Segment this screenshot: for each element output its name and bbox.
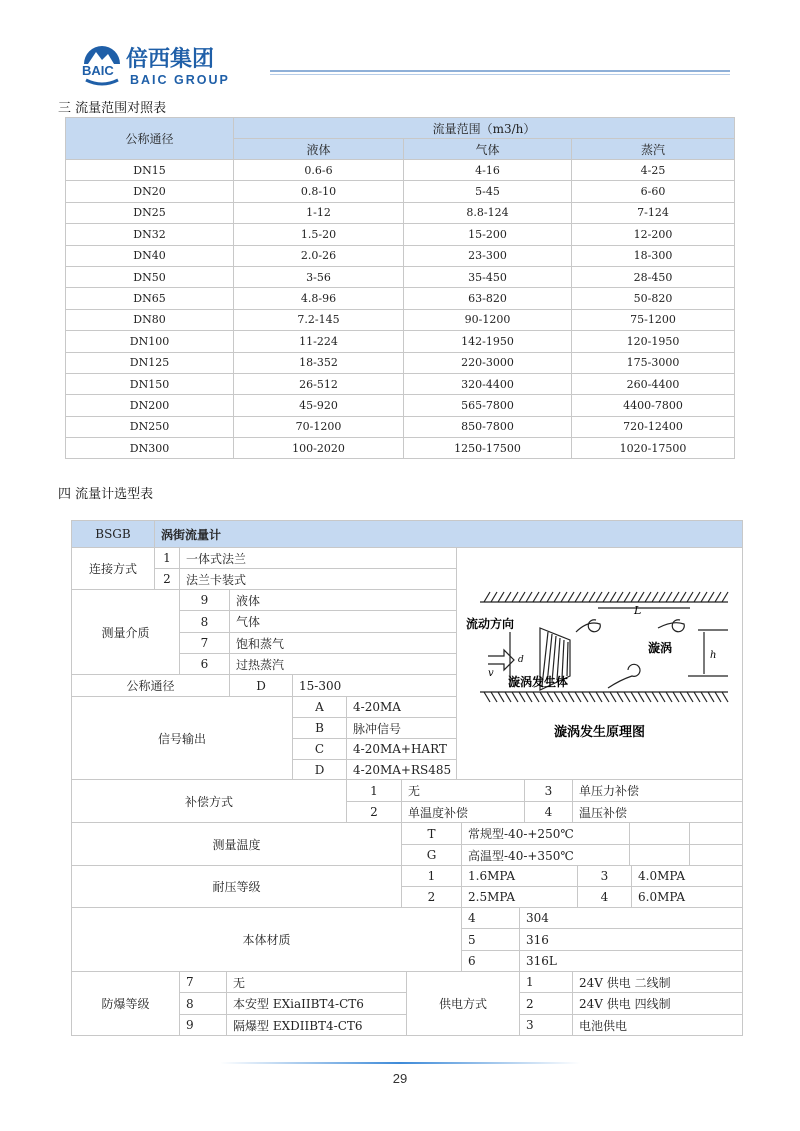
table-row: [66, 352, 735, 373]
section-title: 四 流量计选型表: [58, 487, 154, 502]
table-cell-empty: [629, 822, 690, 845]
table-cell: DN250: [66, 416, 234, 437]
table-cell: 100-2020: [234, 438, 404, 459]
table-cell: 5: [461, 928, 520, 951]
table-cell: 防爆等级: [71, 971, 180, 1036]
table-cell: 4: [461, 907, 520, 929]
table-cell: 220-3000: [404, 352, 572, 373]
table-cell: D: [229, 674, 293, 697]
table-cell: 15-300: [292, 674, 457, 697]
table-cell: 23-300: [404, 245, 572, 266]
table-cell: 50-820: [572, 288, 735, 309]
table-row: [66, 181, 735, 202]
l-label: L: [634, 604, 642, 617]
table-cell: DN100: [66, 331, 234, 352]
table-cell: 1.6MPA: [461, 865, 578, 887]
table-cell: 70-1200: [234, 416, 404, 437]
header-rule: [270, 70, 730, 72]
table-cell: 24V 供电 二线制: [572, 971, 743, 993]
table-cell: DN150: [66, 373, 234, 394]
table-cell: 28-450: [572, 266, 735, 287]
table-cell: 无: [226, 971, 407, 993]
table-row: [66, 309, 735, 330]
baic-logo: [80, 42, 240, 88]
col-steam: 蒸汽: [572, 139, 735, 160]
table-cell: T: [401, 822, 462, 845]
table-cell: 2.0-26: [234, 245, 404, 266]
table-cell: 2: [519, 992, 573, 1015]
table-cell: 45-920: [234, 395, 404, 416]
table-cell: 气体: [229, 610, 457, 633]
table-cell: 7-124: [572, 202, 735, 223]
table-cell: 120-1950: [572, 331, 735, 352]
table-cell: 公称通径: [71, 674, 230, 697]
table-cell: 63-820: [404, 288, 572, 309]
table-cell: 高温型-40-+350℃: [461, 844, 630, 866]
table-cell: 260-4400: [572, 373, 735, 394]
generator-label: 漩涡发生体: [508, 675, 569, 689]
table-cell: 26-512: [234, 373, 404, 394]
table-cell-empty: [689, 844, 743, 866]
table-cell: C: [292, 738, 347, 760]
table-cell: 6-60: [572, 181, 735, 202]
svg-text:BAIC GROUP: BAIC GROUP: [130, 73, 230, 87]
table-row: [66, 266, 735, 287]
table-cell: 测量介质: [71, 589, 180, 675]
col-liquid: 液体: [234, 139, 404, 160]
table-cell: 175-3000: [572, 352, 735, 373]
d-label: d: [518, 655, 524, 665]
table-cell: 2: [154, 568, 180, 590]
table-cell: 320-4400: [404, 373, 572, 394]
table-cell: 4-20MA+RS485: [346, 759, 457, 780]
table-cell: 6: [179, 653, 230, 675]
table-cell: 供电方式: [406, 971, 520, 1036]
table-cell: 饱和蒸气: [229, 632, 457, 654]
table-cell: 液体: [229, 589, 457, 611]
table-cell: 常规型-40-+250℃: [461, 822, 630, 845]
table-cell: A: [292, 696, 347, 718]
table-row: [66, 160, 735, 181]
table-cell: 单温度补偿: [401, 801, 525, 823]
col-gas: 气体: [404, 139, 572, 160]
table-cell: 5-45: [404, 181, 572, 202]
col-dn: 公称通径: [66, 118, 234, 160]
table-cell: 2: [346, 801, 402, 823]
table-cell: 6.0MPA: [631, 886, 743, 908]
table-cell: DN25: [66, 202, 234, 223]
table-cell: DN300: [66, 438, 234, 459]
table-cell-empty: [689, 822, 743, 845]
table-cell: 无: [401, 779, 525, 802]
table-cell-empty: [629, 844, 690, 866]
table-row: [66, 288, 735, 309]
table-cell: 7: [179, 632, 230, 654]
table-row: [66, 395, 735, 416]
table-cell: 9: [179, 1014, 227, 1036]
table-cell: 1250-17500: [404, 438, 572, 459]
table-cell: 1-12: [234, 202, 404, 223]
table-cell: 本安型 EXiaIIBT4-CT6: [226, 992, 407, 1015]
table-cell: 本体材质: [71, 907, 462, 972]
table-cell: 142-1950: [404, 331, 572, 352]
table-cell: 316L: [519, 950, 743, 972]
table-cell: 3-56: [234, 266, 404, 287]
table-cell: 4-20MA: [346, 696, 457, 718]
table-cell: 1: [154, 547, 180, 569]
table-cell: 8: [179, 610, 230, 633]
table-cell: 电池供电: [572, 1014, 743, 1036]
table-cell: 1: [519, 971, 573, 993]
table-cell: 15-200: [404, 224, 572, 245]
page-number: 29: [392, 1071, 408, 1086]
table-cell: 18-352: [234, 352, 404, 373]
table-cell: 3: [519, 1014, 573, 1036]
table-cell: DN15: [66, 160, 234, 181]
table-row: [66, 224, 735, 245]
table-cell: B: [292, 717, 347, 739]
table-cell: 测量温度: [71, 822, 402, 866]
section-title: 三 流量范围对照表: [58, 101, 167, 116]
diagram-caption: 漩涡发生原理图: [554, 725, 646, 740]
table-row: [66, 245, 735, 266]
table-cell: DN80: [66, 309, 234, 330]
flow-direction-label: 流动方向: [466, 617, 515, 631]
table-cell: 1.5-20: [234, 224, 404, 245]
table-cell: 4.0MPA: [631, 865, 743, 887]
table-cell: 信号输出: [71, 696, 293, 780]
table-cell: 2.5MPA: [461, 886, 578, 908]
table-cell: DN50: [66, 266, 234, 287]
table-cell: 7.2-145: [234, 309, 404, 330]
table-cell: 4-25: [572, 160, 735, 181]
table-cell: 0.8-10: [234, 181, 404, 202]
table-cell: 9: [179, 589, 230, 611]
table-cell: 1: [346, 779, 402, 802]
table-cell: 1020-17500: [572, 438, 735, 459]
table-cell: 850-7800: [404, 416, 572, 437]
table-cell: 过热蒸汽: [229, 653, 457, 675]
footer-rule: [220, 1062, 580, 1064]
table-cell: 12-200: [572, 224, 735, 245]
table-cell: 4400-7800: [572, 395, 735, 416]
header-rule-thin: [270, 74, 730, 75]
flow-range-table: [65, 117, 735, 459]
table-cell: 4.8-96: [234, 288, 404, 309]
table-cell: 75-1200: [572, 309, 735, 330]
table-cell: 法兰卡装式: [179, 568, 457, 590]
table-cell: D: [292, 759, 347, 780]
table-cell: 温压补偿: [572, 801, 743, 823]
table-cell: DN125: [66, 352, 234, 373]
table-cell: DN40: [66, 245, 234, 266]
table-cell: 24V 供电 四线制: [572, 992, 743, 1015]
table-cell: 涡街流量计: [154, 520, 743, 548]
table-cell: 90-1200: [404, 309, 572, 330]
table-cell: 6: [461, 950, 520, 972]
table-cell: 脉冲信号: [346, 717, 457, 739]
table-row: [66, 331, 735, 352]
table-cell: 2: [401, 886, 462, 908]
table-cell: 316: [519, 928, 743, 951]
table-cell: 单压力补偿: [572, 779, 743, 802]
table-cell: 耐压等级: [71, 865, 402, 908]
table-cell: DN200: [66, 395, 234, 416]
table-cell: 11-224: [234, 331, 404, 352]
table-row: [66, 373, 735, 394]
table-cell: DN65: [66, 288, 234, 309]
table-cell: 565-7800: [404, 395, 572, 416]
table-cell: DN20: [66, 181, 234, 202]
table-cell: 一体式法兰: [179, 547, 457, 569]
table-cell: 3: [577, 865, 632, 887]
table-cell: 8: [179, 992, 227, 1015]
vortex-diagram: [458, 580, 742, 760]
table-cell: 4: [577, 886, 632, 908]
table-cell: 4: [524, 801, 573, 823]
table-cell: 35-450: [404, 266, 572, 287]
table-cell: 720-12400: [572, 416, 735, 437]
table-row: [66, 416, 735, 437]
table-cell: 隔爆型 EXDIIBT4-CT6: [226, 1014, 407, 1036]
svg-text:BAIC: BAIC: [82, 63, 114, 78]
table-cell: 18-300: [572, 245, 735, 266]
table-cell: DN32: [66, 224, 234, 245]
v-label: v: [488, 668, 494, 679]
table-cell: 7: [179, 971, 227, 993]
table-cell: 连接方式: [71, 547, 155, 590]
table-cell: 0.6-6: [234, 160, 404, 181]
vortex-label: 漩涡: [648, 641, 673, 655]
table-cell: 1: [401, 865, 462, 887]
table-cell: G: [401, 844, 462, 866]
table-cell: 8.8-124: [404, 202, 572, 223]
col-range: 流量范围（m3/h）: [234, 118, 735, 139]
table-cell: BSGB: [71, 520, 155, 548]
table-cell: 3: [524, 779, 573, 802]
table-cell: 4-20MA+HART: [346, 738, 457, 760]
svg-text:倍西集团: 倍西集团: [126, 47, 215, 72]
table-cell: 补偿方式: [71, 779, 347, 823]
table-cell: 4-16: [404, 160, 572, 181]
table-row: [66, 202, 735, 223]
table-cell: 304: [519, 907, 743, 929]
h-label: h: [710, 650, 717, 661]
table-row: [66, 438, 735, 459]
